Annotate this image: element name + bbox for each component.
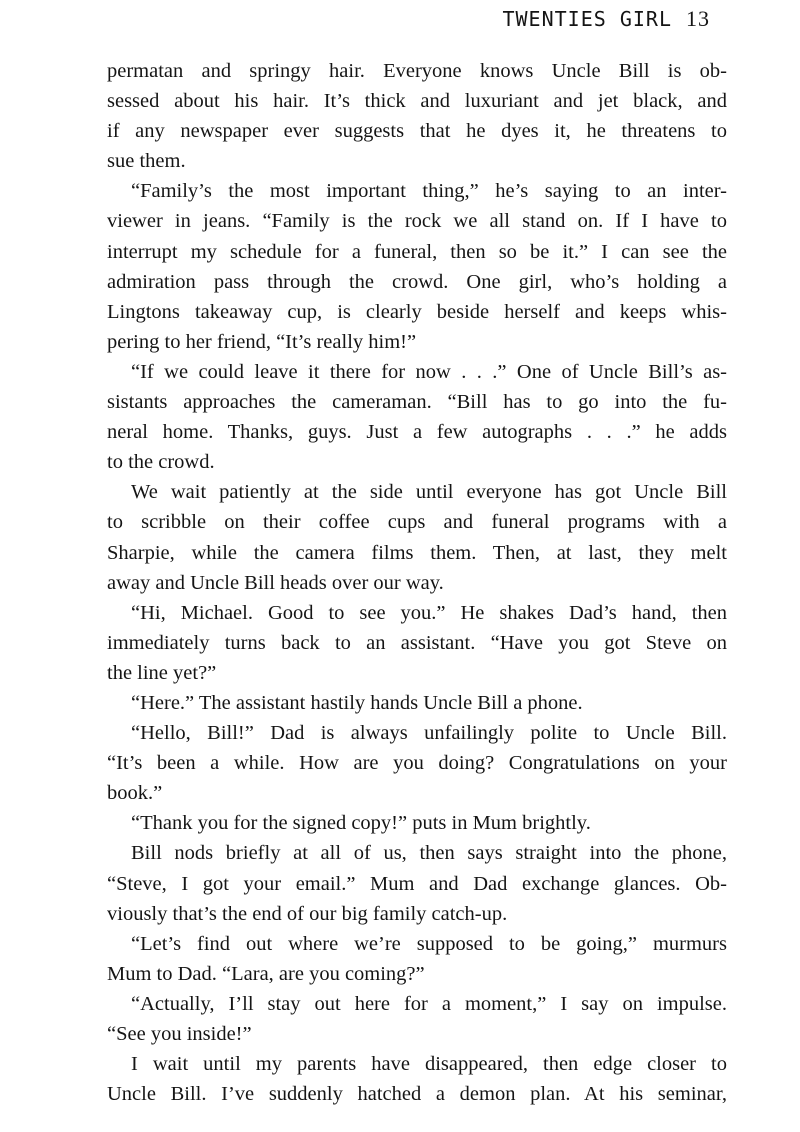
text-line: “Thank you for the signed copy!” puts in Mum brightly. (131, 812, 591, 835)
text-line: sue them. (107, 150, 186, 173)
text-line: “Family’s the most important thing,” he’s saying to an inter- (131, 180, 727, 203)
text-line: I wait until my parents have disappeared, then edge closer to (131, 1053, 727, 1076)
running-head-title: TWENTIES GIRL (502, 7, 672, 31)
text-line: “Hello, Bill!” Dad is always unfailingly polite to Uncle Bill. (131, 722, 727, 745)
text-line: to scribble on their coffee cups and funeral programs with a (107, 511, 727, 534)
text-line: sistants approaches the cameraman. “Bill has to go into the fu- (107, 391, 727, 414)
text-line: interrupt my schedule for a funeral, then so be it.” I can see the (107, 240, 727, 263)
text-line: “Actually, I’ll stay out here for a moment,” I say on impulse. (131, 992, 727, 1015)
page-number: 13 (686, 6, 710, 31)
text-line: viously that’s the end of our big family catch-up. (107, 902, 508, 925)
text-line: “It’s been a while. How are you doing? Congratulations on your (107, 752, 727, 775)
text-line: “Steve, I got your email.” Mum and Dad exchange glances. Ob- (107, 872, 727, 895)
text-line: to the crowd. (107, 451, 215, 474)
text-line: if any newspaper ever suggests that he dyes it, he threatens to (107, 120, 727, 143)
text-line: viewer in jeans. “Family is the rock we all stand on. If I have to (107, 210, 727, 233)
text-line: “Here.” The assistant hastily hands Uncle Bill a phone. (131, 691, 583, 714)
text-line: the line yet?” (107, 661, 217, 684)
text-line: “Let’s find out where we’re supposed to be going,” murmurs (131, 932, 727, 955)
text-line: “If we could leave it there for now . . .” One of Uncle Bill’s as- (131, 360, 727, 383)
text-line: Bill nods briefly at all of us, then says straight into the phone, (131, 842, 727, 865)
text-line: pering to her friend, “It’s really him!” (107, 330, 417, 353)
text-line: immediately turns back to an assistant. “Have you got Steve on (107, 631, 727, 654)
text-line: sessed about his hair. It’s thick and luxuriant and jet black, and (107, 90, 727, 113)
text-line: “See you inside!” (107, 1023, 252, 1045)
running-head (502, 6, 710, 36)
text-line: Sharpie, while the camera films them. Then, at last, they melt (107, 541, 727, 564)
text-line: book.” (107, 782, 163, 805)
text-line: “Hi, Michael. Good to see you.” He shakes Dad’s hand, then (131, 601, 727, 624)
text-line: admiration pass through the crowd. One girl, who’s holding a (107, 270, 727, 293)
text-line: Lingtons takeaway cup, is clearly beside herself and keeps whis- (107, 300, 727, 323)
text-line: permatan and springy hair. Everyone knows Uncle Bill is ob- (107, 60, 727, 82)
text-line: Mum to Dad. “Lara, are you coming?” (107, 962, 425, 985)
text-line: Uncle Bill. I’ve suddenly hatched a demon plan. At his seminar, (107, 1083, 727, 1106)
text-line: We wait patiently at the side until everyone has got Uncle Bill (131, 481, 727, 504)
body-text (107, 56, 727, 1116)
text-line: neral home. Thanks, guys. Just a few autographs . . .” he adds (107, 421, 727, 444)
text-line: away and Uncle Bill heads over our way. (107, 571, 444, 594)
